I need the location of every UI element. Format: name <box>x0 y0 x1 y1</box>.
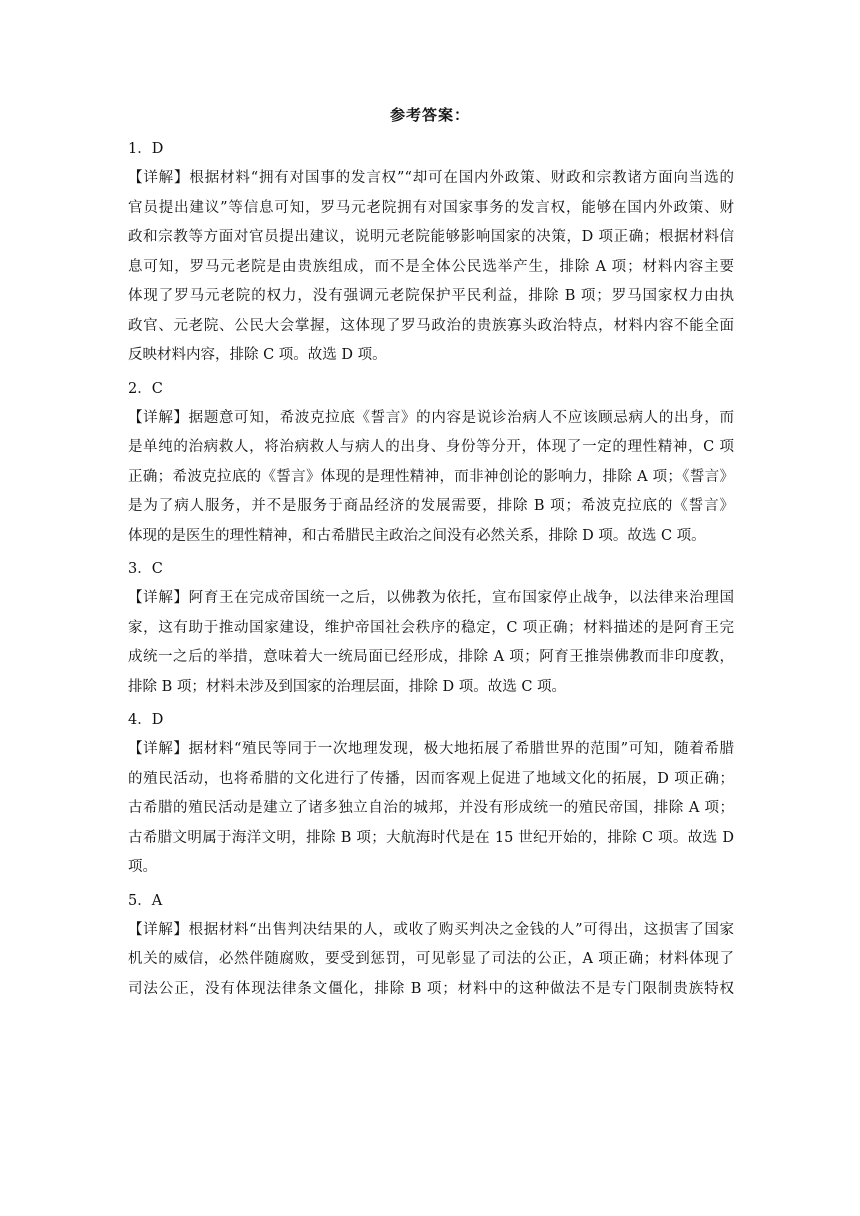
answer-item-5 <box>128 887 734 1005</box>
explanation-line: 古希腊文明属于海洋文明，排除 B 项；大航海时代是在 15 世纪开始的，排除 C 项。故选 D <box>128 829 734 846</box>
explanation-line: 成统一之后的举措，意味着大一统局面已经形成，排除 A 项；阿育王推崇佛教而非印度教， <box>128 649 734 665</box>
answer-number: 3．C <box>128 561 163 577</box>
answer-number: 2．C <box>128 380 163 397</box>
explanation-line: 息可知，罗马元老院是由贵族组成，而不是全体公民选举产生，排除 A 项；材料内容主要 <box>128 258 734 275</box>
explanation-line: 反映材料内容，排除 C 项。故选 D 项。 <box>128 347 387 363</box>
answer-explanation <box>128 735 734 883</box>
answer-explanation <box>128 584 734 702</box>
explanation-line: 体现了罗马元老院的权力，没有强调元老院保护平民利益，排除 B 项；罗马国家权力由执 <box>128 288 734 304</box>
page-title: 参考答案： <box>389 106 470 124</box>
explanation-line: 【详解】根据材料“拥有对国事的发言权”“却可在国内外政策、财政和宗教诸方面向当选的 <box>128 170 734 186</box>
answer-explanation <box>128 916 734 1005</box>
answer-list <box>128 131 734 1004</box>
answer-number: 4．D <box>128 712 164 728</box>
explanation-line: 司法公正，没有体现法律条文僵化，排除 B 项；材料中的这种做法不是专门限制贵族特权 <box>128 980 734 997</box>
explanation-line: 【详解】根据材料“出售判决结果的人，或收了购买判决之金钱的人”可得出，这损害了国家 <box>128 921 734 938</box>
explanation-line: 【详解】据材料“殖民等同于一次地理发现，极大地拓展了希腊世界的范围”可知，随着希腊 <box>128 741 734 757</box>
explanation-line: 项。 <box>128 859 157 875</box>
explanation-line: 官员提出建议”等信息可知，罗马元老院拥有对国家事务的发言权，能够在国内外政策、财 <box>128 199 734 216</box>
answer-number: 1．D <box>128 141 164 157</box>
explanation-line: 【详解】据题意可知，希波克拉底《誓言》的内容是说诊治病人不应该顾忌病人的出身，而 <box>128 409 734 426</box>
explanation-line: 是单纯的治病救人，将治病救人与病人的出身、身份等分开，体现了一定的理性精神，C 项 <box>128 439 734 455</box>
explanation-line: 体现的是医生的理性精神，和古希腊民主政治之间没有必然关系，排除 D 项。故选 C 项。 <box>128 527 706 544</box>
explanation-line: 【详解】阿育王在完成帝国统一之后，以佛教为依托，宣布国家停止战争，以法律来治理国 <box>128 590 734 606</box>
explanation-line: 的殖民活动，也将希腊的文化进行了传播，因而客观上促进了地域文化的拓展，D 项正确； <box>128 770 734 787</box>
answer-explanation <box>128 404 734 552</box>
explanation-line: 正确；希波克拉底的《誓言》体现的是理性精神，而非神创论的影响力，排除 A 项；《誓言》 <box>128 468 734 485</box>
explanation-line: 排除 B 项；材料未涉及到国家的治理层面，排除 D 项。故选 C 项。 <box>128 678 567 695</box>
answer-item-4 <box>128 706 734 883</box>
explanation-line: 是为了病人服务，并不是服务于商品经济的发展需要，排除 B 项；希波克拉底的《誓言》 <box>128 498 734 514</box>
explanation-line: 家，这有助于推动国家建设，维护帝国社会秩序的稳定，C 项正确；材料描述的是阿育王完 <box>128 619 734 636</box>
explanation-line: 政官、元老院、公民大会掌握，这体现了罗马政治的贵族寡头政治特点，材料内容不能全面 <box>128 317 734 334</box>
explanation-line: 机关的威信，必然伴随腐败，要受到惩罚，可见彰显了司法的公正，A 项正确；材料体现了 <box>128 951 734 967</box>
answer-item-3 <box>128 555 734 702</box>
answer-item-1 <box>128 135 734 371</box>
answer-explanation <box>128 164 734 371</box>
answer-item-2 <box>128 375 734 552</box>
explanation-line: 政和宗教等方面对官员提出建议，说明元老院能够影响国家的决策，D 项正确；根据材料信 <box>128 229 734 245</box>
explanation-line: 古希腊的殖民活动是建立了诸多独立自治的城邦，并没有形成统一的殖民帝国，排除 A 项； <box>128 800 734 816</box>
answer-number: 5．A <box>128 892 163 909</box>
